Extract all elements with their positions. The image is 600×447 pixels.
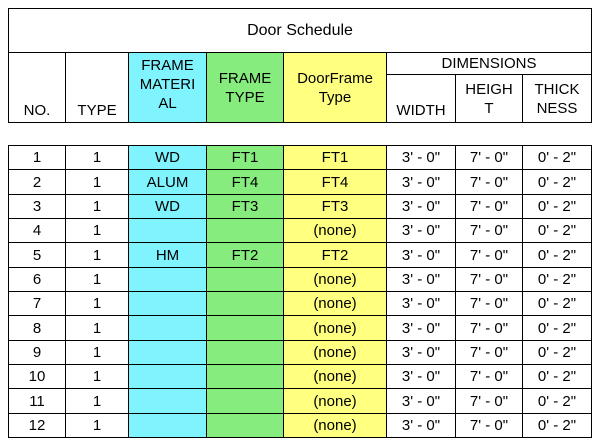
- cell-doorframe-type: (none): [283, 413, 387, 438]
- cell-thickness: 0' - 2": [522, 145, 592, 170]
- cell-doorframe-type: (none): [283, 267, 387, 292]
- cell-thickness: 0' - 2": [522, 291, 592, 316]
- cell-frame-type: [206, 267, 284, 292]
- cell-thickness: 0' - 2": [522, 340, 592, 365]
- cell-frame-material: WD: [128, 194, 207, 219]
- cell-no: 2: [8, 169, 66, 195]
- cell-frame-material: [128, 218, 207, 243]
- cell-width: 3' - 0": [386, 388, 456, 414]
- cell-thickness: 0' - 2": [522, 242, 592, 268]
- cell-height: 7' - 0": [455, 242, 523, 268]
- cell-frame-type: [206, 291, 284, 316]
- cell-width: 3' - 0": [386, 315, 456, 341]
- cell-frame-type: [206, 340, 284, 365]
- cell-width: 3' - 0": [386, 267, 456, 292]
- cell-type: 1: [65, 242, 129, 268]
- cell-no: 8: [8, 315, 66, 341]
- cell-frame-type: [206, 413, 284, 438]
- cell-frame-type: FT4: [206, 169, 284, 195]
- cell-height: 7' - 0": [455, 413, 523, 438]
- cell-type: 1: [65, 218, 129, 243]
- cell-type: 1: [65, 364, 129, 389]
- cell-type: 1: [65, 413, 129, 438]
- cell-no: 6: [8, 267, 66, 292]
- cell-height: 7' - 0": [455, 388, 523, 414]
- cell-doorframe-type: (none): [283, 291, 387, 316]
- cell-frame-material: [128, 315, 207, 341]
- cell-thickness: 0' - 2": [522, 267, 592, 292]
- cell-no: 3: [8, 194, 66, 219]
- cell-doorframe-type: (none): [283, 364, 387, 389]
- cell-frame-type: FT3: [206, 194, 284, 219]
- cell-frame-type: FT1: [206, 145, 284, 170]
- cell-frame-type: FT2: [206, 242, 284, 268]
- cell-width: 3' - 0": [386, 413, 456, 438]
- header-doorframe-type: DoorFrame Type: [283, 52, 387, 123]
- cell-doorframe-type: FT3: [283, 194, 387, 219]
- header-type: TYPE: [65, 52, 129, 123]
- cell-type: 1: [65, 169, 129, 195]
- cell-type: 1: [65, 340, 129, 365]
- cell-width: 3' - 0": [386, 218, 456, 243]
- cell-thickness: 0' - 2": [522, 388, 592, 414]
- cell-frame-type: [206, 388, 284, 414]
- cell-width: 3' - 0": [386, 242, 456, 268]
- cell-height: 7' - 0": [455, 218, 523, 243]
- cell-thickness: 0' - 2": [522, 169, 592, 195]
- cell-width: 3' - 0": [386, 169, 456, 195]
- cell-no: 11: [8, 388, 66, 414]
- cell-frame-material: HM: [128, 242, 207, 268]
- cell-height: 7' - 0": [455, 364, 523, 389]
- cell-type: 1: [65, 315, 129, 341]
- cell-thickness: 0' - 2": [522, 364, 592, 389]
- cell-no: 10: [8, 364, 66, 389]
- header-frame-material: FRAME MATERI AL: [128, 52, 207, 123]
- header-thickness: THICK NESS: [522, 74, 592, 123]
- cell-width: 3' - 0": [386, 145, 456, 170]
- cell-width: 3' - 0": [386, 194, 456, 219]
- cell-frame-material: [128, 340, 207, 365]
- cell-doorframe-type: (none): [283, 315, 387, 341]
- cell-height: 7' - 0": [455, 315, 523, 341]
- cell-width: 3' - 0": [386, 340, 456, 365]
- cell-height: 7' - 0": [455, 194, 523, 219]
- cell-thickness: 0' - 2": [522, 315, 592, 341]
- cell-no: 9: [8, 340, 66, 365]
- cell-type: 1: [65, 145, 129, 170]
- cell-height: 7' - 0": [455, 267, 523, 292]
- cell-frame-material: ALUM: [128, 169, 207, 195]
- header-frame-type: FRAME TYPE: [206, 52, 284, 123]
- cell-width: 3' - 0": [386, 364, 456, 389]
- header-width: WIDTH: [386, 74, 456, 123]
- cell-no: 5: [8, 242, 66, 268]
- cell-doorframe-type: FT4: [283, 169, 387, 195]
- cell-no: 4: [8, 218, 66, 243]
- cell-doorframe-type: (none): [283, 340, 387, 365]
- cell-frame-type: [206, 218, 284, 243]
- cell-thickness: 0' - 2": [522, 218, 592, 243]
- header-dimensions: DIMENSIONS: [386, 52, 592, 75]
- cell-no: 7: [8, 291, 66, 316]
- cell-frame-material: WD: [128, 145, 207, 170]
- header-height: HEIGH T: [455, 74, 523, 123]
- cell-height: 7' - 0": [455, 340, 523, 365]
- header-no: NO.: [8, 52, 66, 123]
- cell-height: 7' - 0": [455, 145, 523, 170]
- cell-no: 12: [8, 413, 66, 438]
- cell-frame-material: [128, 364, 207, 389]
- cell-frame-material: [128, 388, 207, 414]
- cell-frame-material: [128, 267, 207, 292]
- cell-height: 7' - 0": [455, 291, 523, 316]
- cell-type: 1: [65, 291, 129, 316]
- cell-thickness: 0' - 2": [522, 413, 592, 438]
- cell-frame-material: [128, 291, 207, 316]
- cell-width: 3' - 0": [386, 291, 456, 316]
- cell-thickness: 0' - 2": [522, 194, 592, 219]
- cell-frame-type: [206, 315, 284, 341]
- cell-doorframe-type: (none): [283, 218, 387, 243]
- cell-height: 7' - 0": [455, 169, 523, 195]
- cell-type: 1: [65, 388, 129, 414]
- schedule-title: Door Schedule: [8, 8, 592, 53]
- cell-no: 1: [8, 145, 66, 170]
- cell-frame-type: [206, 364, 284, 389]
- cell-doorframe-type: FT2: [283, 242, 387, 268]
- cell-type: 1: [65, 267, 129, 292]
- cell-frame-material: [128, 413, 207, 438]
- cell-type: 1: [65, 194, 129, 219]
- cell-doorframe-type: FT1: [283, 145, 387, 170]
- cell-doorframe-type: (none): [283, 388, 387, 414]
